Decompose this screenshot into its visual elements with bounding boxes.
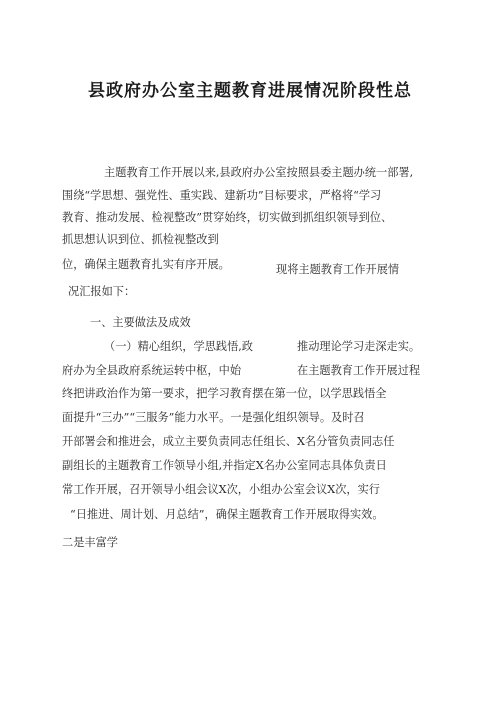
body-line: 况汇报如下： xyxy=(68,285,136,298)
body-line: 在主题教育工作开展过程 xyxy=(297,364,421,377)
body-line: 主题教育工作开展以来,县政府办公室按照县委主题办统一部署, xyxy=(104,166,414,179)
body-line: 面提升“三办”“三服务”能力水平。一是强化组织领导。及时召 xyxy=(62,411,365,424)
body-line: 二是丰富学 xyxy=(62,536,118,549)
subsection-heading: （一）精心组织，学思践悟,政 xyxy=(104,340,253,353)
body-line: 府办为全县政府系统运转中枢，中始 xyxy=(62,364,242,377)
body-line: 现将主题教育工作开展情 xyxy=(276,263,400,276)
body-line: “日推进、周计划、月总结”，确保主题教育工作开展取得实效。 xyxy=(70,508,384,521)
section-heading: 一、主要做法及成效 xyxy=(90,316,191,329)
body-line: 教育、推动发展、检视整改”贯穿始终，切实做到抓组织领导到位、 xyxy=(62,211,393,224)
body-line: 开部署会和推进会，成立主要负责同志任组长、X名分管负责同志任 xyxy=(62,435,395,448)
body-line: 抓思想认识到位、抓检视整改到 xyxy=(62,233,219,246)
subsection-heading: 推动理论学习走深走实。 xyxy=(297,340,421,353)
document-title: 县政府办公室主题教育进展情况阶段性总 xyxy=(88,81,412,101)
body-line: 位，确保主题教育扎实有序开展。 xyxy=(62,258,230,271)
body-line: 围绕“学思想、强党性、重实践、建新功”目标要求，严格将“学习 xyxy=(62,189,382,202)
body-line: 副组长的主题教育工作领导小组,并指定X名办公室同志具体负责日 xyxy=(62,459,387,472)
body-line: 终把讲政治作为第一要求，把学习教育摆在第一位，以学思践悟全 xyxy=(62,387,387,400)
body-line: 常工作开展，召开领导小组会议X次，小组办公室会议X次，实行 xyxy=(62,483,380,496)
